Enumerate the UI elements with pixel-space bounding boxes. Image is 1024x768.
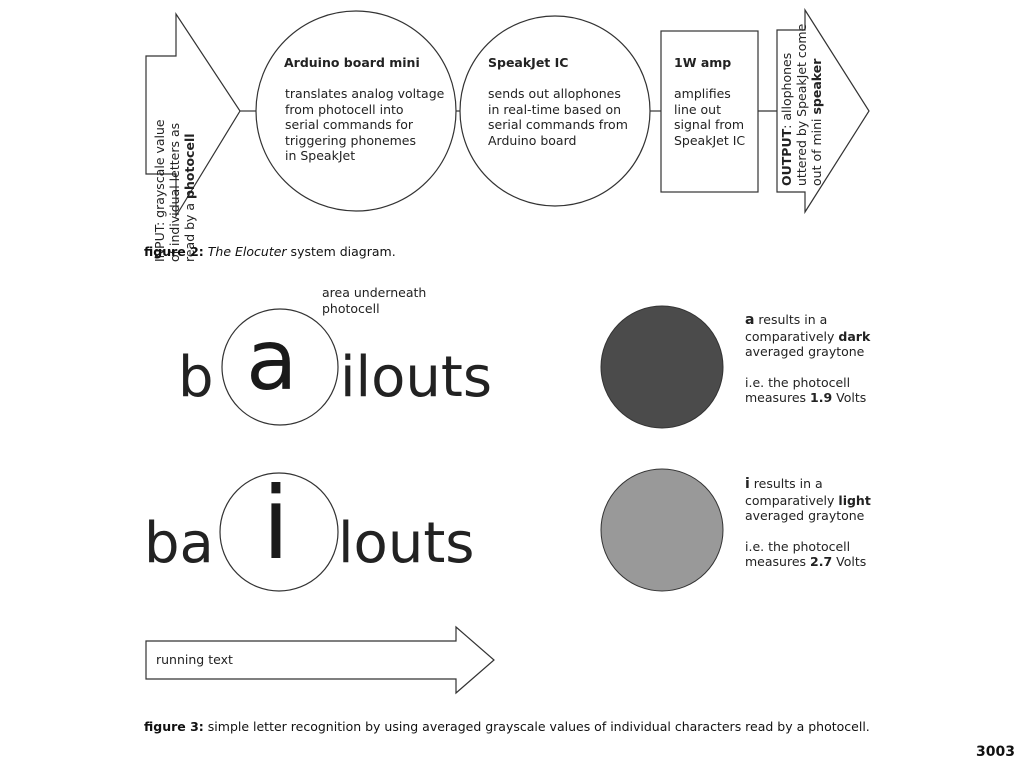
word-bailouts-a-before: b bbox=[178, 345, 214, 410]
amp-title: 1W amp bbox=[674, 55, 732, 70]
word-bailouts-a-after: ilouts bbox=[340, 345, 493, 410]
arduino-title: Arduino board mini bbox=[284, 55, 420, 70]
input-label-line1: INPUT: grayscale value bbox=[152, 119, 167, 262]
figure3-caption: figure 3: simple letter recognition by using averaged grayscale values of individual characters read by a photocell. bbox=[144, 719, 870, 734]
amp-body: amplifies line out signal from SpeakJet IC bbox=[674, 86, 746, 148]
word-bailouts-i-before: ba bbox=[144, 511, 214, 576]
tone-description-i: i results in a comparatively light averaged graytone i.e. the photocell measures 2.7 Volts bbox=[745, 476, 871, 569]
highlight-letter-a: a bbox=[246, 311, 298, 409]
graytone-dark-swatch bbox=[601, 306, 723, 428]
page-number: 3003 bbox=[976, 744, 1015, 760]
running-text-label: running text bbox=[156, 652, 233, 667]
speakjet-body: sends out allophones in real-time based on serial commands from Arduino board bbox=[488, 86, 628, 148]
output-label-line2: uttered by SpeakJet come bbox=[794, 23, 809, 186]
input-label-line2: of individual letters as bbox=[167, 122, 182, 262]
output-label-line3: out of mini speaker bbox=[809, 58, 824, 186]
graytone-light-swatch bbox=[601, 469, 723, 591]
output-label bbox=[779, 16, 839, 186]
input-label bbox=[152, 82, 216, 262]
tone-description-a: a results in a comparatively dark averaged graytone i.e. the photocell measures 1.9 Volts bbox=[745, 312, 871, 405]
photocell-annotation: area underneath photocell bbox=[322, 285, 427, 316]
highlight-letter-i: i bbox=[262, 465, 290, 582]
figure2-caption: figure 2: The Elocuter system diagram. bbox=[144, 244, 396, 259]
arduino-body: translates analog voltage from photocell into serial commands for triggering phonemes in SpeakJet bbox=[285, 86, 445, 163]
speakjet-title: SpeakJet IC bbox=[488, 55, 569, 70]
input-label-line3: read by a photocell bbox=[182, 133, 197, 262]
word-bailouts-i-after: louts bbox=[338, 511, 475, 576]
output-label-line1: OUTPUT: allophones bbox=[779, 52, 794, 186]
